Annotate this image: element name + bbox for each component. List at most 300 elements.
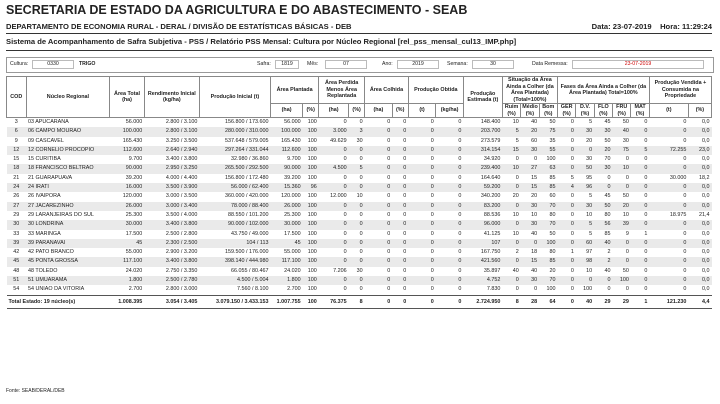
table-cell: 112.600 xyxy=(110,146,144,155)
table-cell: 0 xyxy=(631,257,649,266)
col-nucleo: Núcleo Regional xyxy=(26,77,110,118)
table-cell: 50 xyxy=(549,119,556,125)
table-cell: 100 xyxy=(307,119,317,125)
nucleo-cell: 03 APUCARANA xyxy=(28,119,69,125)
table-cell: 1.800 xyxy=(110,276,144,285)
table-cell: 50 xyxy=(622,267,629,274)
table-cell: 0 xyxy=(683,156,687,163)
table-cell: 0 xyxy=(683,230,687,237)
table-cell: 0,0 xyxy=(688,276,711,285)
nucleo-cell: 15 CURITIBA xyxy=(28,156,61,163)
table-cell: 100 xyxy=(303,257,319,266)
table-cell: 10 xyxy=(622,211,629,218)
table-cell: 85 xyxy=(539,257,557,266)
table-cell: 3.000 / 3.500 xyxy=(165,193,198,200)
table-cell: 100 xyxy=(303,202,319,211)
table-row xyxy=(7,239,712,248)
table-cell: 39.200 xyxy=(125,174,143,181)
table-cell: 20 xyxy=(512,193,519,200)
table-cell: 18.975 xyxy=(669,211,687,218)
table-cell: 20 xyxy=(594,146,612,155)
table-cell: 0 xyxy=(403,267,407,274)
table-cell: 0 xyxy=(319,146,349,155)
nucleo-cell: 45 PONTA GROSSA xyxy=(26,257,110,266)
table-cell: 35.897 xyxy=(483,267,501,274)
total-cell: 1.007.755 xyxy=(271,295,303,308)
table-cell: 0 xyxy=(613,239,631,248)
table-cell: 0 xyxy=(343,156,347,163)
nucleo-cell: 39 PARANAVAI xyxy=(26,239,110,248)
table-cell: 10 xyxy=(613,164,631,173)
sub-ger xyxy=(557,104,575,118)
table-cell: 100 xyxy=(303,220,319,229)
total-cell: 121.230 xyxy=(649,295,688,308)
table-cell: 10 xyxy=(356,193,363,200)
table-cell: 45 xyxy=(7,257,27,266)
table-cell: 21,4 xyxy=(699,211,710,218)
table-cell: 0 xyxy=(557,239,575,248)
sub-ruim xyxy=(502,104,520,118)
table-cell: 0 xyxy=(430,156,434,163)
total-cell: 0 xyxy=(392,295,408,308)
table-cell: 0 xyxy=(649,127,688,136)
table-cell: 0 xyxy=(644,137,648,144)
table-cell: 5 xyxy=(589,230,593,237)
table-cell: 60 xyxy=(549,193,556,200)
table-cell: 30 xyxy=(576,127,594,136)
table-cell: 30.000 xyxy=(669,174,687,181)
cultura-code-field[interactable]: 0330 xyxy=(32,60,74,69)
table-cell: 30 xyxy=(356,267,363,274)
total-label: Total Estado: 19 núcleo(s) xyxy=(7,295,110,308)
table-cell: 104 / 113 xyxy=(199,239,270,248)
table-cell: 66.055 / 80.467 xyxy=(231,267,269,274)
table-cell: 100 xyxy=(307,286,317,293)
fru-label: FRU xyxy=(616,104,628,110)
table-cell: 5 xyxy=(631,146,649,155)
divider xyxy=(6,50,712,51)
table-cell: 0 xyxy=(515,174,519,181)
table-cell: 2.800 / 3.100 xyxy=(165,119,198,125)
table-cell: 0,0 xyxy=(688,239,711,248)
col-fases: Fases da Área Ainda a Colher (da Área Plantada) Total=100% xyxy=(557,77,649,104)
table-cell: 45 xyxy=(604,193,611,200)
table-cell: 10 xyxy=(512,119,519,125)
department-line xyxy=(6,22,712,31)
table-cell: 30 xyxy=(521,146,539,155)
table-cell: 0 xyxy=(349,183,365,192)
table-cell: 0 xyxy=(613,183,631,192)
table-cell: 0 xyxy=(430,119,434,125)
table-cell: 0 xyxy=(349,276,365,285)
table-cell: 0,0 xyxy=(688,164,711,173)
sub-t: (t) xyxy=(408,104,436,118)
table-cell: 18,2 xyxy=(699,174,710,181)
table-cell: 0 xyxy=(570,211,574,218)
table-cell: 0 xyxy=(683,267,687,274)
table-cell: 0 xyxy=(387,174,391,181)
table-cell: 12.000 xyxy=(330,193,347,200)
table-cell: 120.000 xyxy=(281,193,301,200)
table-row xyxy=(7,202,712,211)
sub-bom xyxy=(539,104,557,118)
table-row xyxy=(7,164,712,173)
table-cell: 0 xyxy=(644,193,648,200)
total-cell: 64 xyxy=(539,295,557,308)
table-cell: 0 xyxy=(631,127,649,136)
table-row xyxy=(7,155,712,164)
table-cell: 0 xyxy=(408,183,436,192)
mes-label: Mês: xyxy=(307,61,319,67)
nucleo-cell: 27 JACAREZINHO xyxy=(26,202,110,211)
table-cell: 90.000 xyxy=(271,164,303,173)
table-cell: 26 xyxy=(13,193,20,200)
table-cell: 40 xyxy=(604,267,611,274)
table-cell: 75 xyxy=(613,146,631,155)
table-cell: 0 xyxy=(458,211,462,218)
table-cell: 100 xyxy=(303,146,319,155)
col-rendimento: Rendimento Inicial (kg/ha) xyxy=(144,77,199,118)
table-cell: 0 xyxy=(570,119,574,125)
table-cell: 5 xyxy=(349,164,365,173)
table-cell: 27 xyxy=(7,202,27,211)
table-cell: 3.500 / 4.000 xyxy=(165,211,198,218)
nucleo-cell: 24 IRATI xyxy=(26,183,110,192)
table-cell: 45 xyxy=(271,239,303,248)
table-cell: 165.430 xyxy=(281,137,301,144)
table-cell: 1.800 xyxy=(271,276,303,285)
table-cell: 421.560 xyxy=(463,257,502,266)
table-cell: 100 xyxy=(303,127,319,136)
table-cell: 0 xyxy=(436,276,464,285)
table-cell: 0 xyxy=(649,183,688,192)
table-cell: 5 xyxy=(589,193,593,200)
table-cell: 0 xyxy=(502,183,520,192)
table-cell: 0 xyxy=(408,164,436,173)
total-cell: 3.054 / 3.405 xyxy=(144,295,199,308)
table-cell: 50 xyxy=(604,137,611,144)
mat-label: MAT xyxy=(634,104,646,110)
table-row xyxy=(7,183,712,192)
table-cell: 265.500 / 292.500 xyxy=(199,164,270,173)
table-row xyxy=(7,192,712,201)
table-cell: 0 xyxy=(436,220,464,229)
table-cell: 5 xyxy=(576,220,594,229)
table-cell: 0 xyxy=(570,193,574,200)
sub-pct: (%) xyxy=(303,104,319,118)
table-cell: 15 xyxy=(502,146,520,155)
table-cell: 0 xyxy=(408,257,436,266)
table-cell: 2.500 / 2.800 xyxy=(165,230,198,237)
table-cell: 10 xyxy=(512,230,519,237)
table-cell: 0 xyxy=(392,183,408,192)
report-time: Hora: 11:29:24 xyxy=(660,22,712,31)
table-row xyxy=(7,146,712,155)
table-cell: 9.700 xyxy=(128,156,143,163)
col-producao-obtida: Produção Obtida xyxy=(408,77,463,104)
nucleo-cell: 29 LARANJEIRAS DO SUL xyxy=(28,211,94,218)
mes-field[interactable]: 07 xyxy=(325,60,367,69)
table-cell: 40 xyxy=(613,127,631,136)
total-cell: 4,4 xyxy=(688,295,711,308)
sub-kgha: (kg/ha) xyxy=(436,104,464,118)
table-cell: 30 xyxy=(356,137,363,144)
table-cell: 165.430 xyxy=(122,137,143,144)
page-title: SECRETARIA DE ESTADO DA AGRICULTURA E DO ABASTECIMENTO - SEAB xyxy=(6,3,468,17)
table-cell: 0 xyxy=(359,249,363,256)
table-cell: 0 xyxy=(649,220,688,229)
table-cell: 16.000 xyxy=(110,183,144,192)
table-cell: 0 xyxy=(319,220,349,229)
table-cell: 273.579 xyxy=(480,137,501,144)
semana-label: Semana: xyxy=(447,61,468,67)
table-cell: 70 xyxy=(539,202,557,211)
table-cell: 0 xyxy=(631,183,649,192)
table-cell: 0 xyxy=(408,146,436,155)
table-cell: 30 xyxy=(7,220,27,229)
table-cell: 0 xyxy=(576,146,594,155)
table-cell: 107 xyxy=(463,239,502,248)
table-cell: 0,0 xyxy=(688,127,711,136)
table-cell: 0 xyxy=(403,119,407,125)
table-cell: 0 xyxy=(521,239,539,248)
sub-ha: (ha) xyxy=(319,104,349,118)
nucleo-cell: 26 IVAIPORA xyxy=(28,193,61,200)
table-row xyxy=(7,174,712,183)
source-footer: Fonte: SEAB/DERAL/DEB xyxy=(6,388,65,394)
table-cell: 27 xyxy=(521,164,539,173)
table-cell: 29 xyxy=(13,211,20,218)
table-cell: 7.560 / 8.100 xyxy=(237,286,269,293)
total-cell: 76.375 xyxy=(319,295,349,308)
table-cell: 10 xyxy=(531,211,538,218)
table-cell: 10 xyxy=(586,211,593,218)
table-cell: 0 xyxy=(343,174,347,181)
table-cell: 0 xyxy=(458,267,462,274)
table-cell: 0 xyxy=(392,257,408,266)
table-cell: 21 xyxy=(13,174,20,181)
table-cell: 100 xyxy=(307,230,317,237)
table-cell: 2.700 xyxy=(128,286,143,293)
table-cell: 100 xyxy=(307,156,317,163)
table-cell: 0 xyxy=(392,146,408,155)
table-row xyxy=(7,257,712,266)
table-cell: 0 xyxy=(683,137,687,144)
table-row xyxy=(7,118,712,128)
table-cell: 3.250 / 3.500 xyxy=(165,137,198,144)
nucleo-cell: 54 UNIAO DA VITORIA xyxy=(28,286,85,293)
table-cell: 0 xyxy=(365,127,393,136)
table-cell: 0 xyxy=(534,286,538,293)
table-cell: 0 xyxy=(570,156,574,163)
table-cell: 4.500 / 5.004 xyxy=(199,276,270,285)
table-cell: 3.000 / 3.400 xyxy=(144,202,199,211)
col-area-colhida: Área Colhida xyxy=(365,77,409,104)
table-cell: 2.800 / 3.000 xyxy=(165,286,198,293)
table-cell: 0 xyxy=(359,286,363,293)
table-cell: 0 xyxy=(557,127,575,136)
table-cell: 90.000 xyxy=(110,164,144,173)
table-cell: 0 xyxy=(570,230,574,237)
table-cell: 120.000 xyxy=(122,193,143,200)
table-cell: 0 xyxy=(649,202,688,211)
table-cell: 96.000 xyxy=(463,220,502,229)
table-row xyxy=(7,220,712,229)
table-cell: 0 xyxy=(502,257,520,266)
table-cell: 30 xyxy=(521,220,539,229)
table-cell: 0 xyxy=(631,164,649,173)
table-cell: 0 xyxy=(458,156,462,163)
table-cell: 51 xyxy=(7,276,27,285)
table-cell: 2.640 / 2.940 xyxy=(144,146,199,155)
table-cell: 15 xyxy=(531,174,538,181)
table-cell: 0 xyxy=(349,239,365,248)
table-cell: 17.500 xyxy=(125,230,143,237)
table-cell: 100.000 xyxy=(110,127,144,136)
table-cell: 32.980 / 36.860 xyxy=(231,156,269,163)
table-cell: 0,0 xyxy=(702,156,710,163)
table-cell: 0 xyxy=(430,193,434,200)
table-cell: 0 xyxy=(625,156,629,163)
table-cell: 20 xyxy=(521,127,539,136)
table-cell: 4 xyxy=(557,183,575,192)
table-cell: 0 xyxy=(365,276,393,285)
table-cell: 40 xyxy=(531,267,538,274)
table-cell: 18 xyxy=(7,164,27,173)
table-cell: 85 xyxy=(604,230,611,237)
table-cell: 30.000 xyxy=(110,220,144,229)
sub-pct: (%) xyxy=(349,104,365,118)
table-cell: 5 xyxy=(570,174,574,181)
table-cell: 0 xyxy=(515,286,519,293)
pct-label: (%) xyxy=(507,110,516,117)
pct-label: (%) xyxy=(525,110,535,117)
col-area-total: Área Total (ha) xyxy=(110,77,144,118)
table-cell: 0 xyxy=(436,146,464,155)
table-cell: 100 xyxy=(583,286,593,293)
total-cell: 0 xyxy=(436,295,464,308)
table-cell: 0 xyxy=(430,286,434,293)
table-cell: 537.648 / 579.005 xyxy=(225,137,269,144)
nucleo-cell: 09 CASCAVEL xyxy=(28,137,64,144)
table-cell: 15 xyxy=(13,156,20,163)
table-cell: 0 xyxy=(319,276,349,285)
flo-label: FLO xyxy=(597,104,609,110)
table-cell: 0 xyxy=(644,286,648,293)
table-cell: 0 xyxy=(458,230,462,237)
ger-label: GER xyxy=(560,104,573,110)
table-cell: 0 xyxy=(430,267,434,274)
table-cell: 0,0 xyxy=(702,193,710,200)
safra-field[interactable]: 1819 xyxy=(275,60,299,69)
nucleo-cell: 30 LONDRINA xyxy=(26,220,110,229)
table-cell: 0 xyxy=(319,202,349,211)
nucleo-cell: 21 GUARAPUAVA xyxy=(28,174,73,181)
table-cell: 0 xyxy=(557,164,575,173)
table-cell: 0 xyxy=(502,276,520,285)
table-cell: 0 xyxy=(502,239,520,248)
table-cell: 40 xyxy=(531,230,538,237)
filter-bar xyxy=(6,57,714,73)
table-cell: 360.000 / 420.000 xyxy=(225,193,269,200)
total-cell: 100 xyxy=(303,295,319,308)
table-cell: 0 xyxy=(644,119,648,125)
table-cell: 24.020 xyxy=(284,267,301,274)
nucleo-cell: 51 UMUARAMA xyxy=(26,276,110,285)
col-situacao: Situação da Área Ainda a Colher (da Área Plantada) (Total=100%) xyxy=(502,77,557,104)
sub-medio xyxy=(521,104,539,118)
table-cell: 80 xyxy=(604,211,611,218)
table-cell: 0 xyxy=(365,202,393,211)
table-cell: 55 xyxy=(539,146,557,155)
table-cell: 0 xyxy=(430,137,434,144)
total-cell: 0 xyxy=(557,295,575,308)
table-cell: 0,0 xyxy=(688,257,711,266)
table-cell: 5 xyxy=(515,137,519,144)
table-cell: 0 xyxy=(557,220,575,229)
table-cell: 80 xyxy=(549,211,556,218)
table-cell: 100.000 xyxy=(271,127,303,136)
sub-t: (t) xyxy=(649,104,688,118)
table-cell: 4.000 / 4.400 xyxy=(165,174,198,181)
table-cell: 30.000 xyxy=(271,220,303,229)
table-cell: 100 xyxy=(546,286,556,293)
table-cell: 15 xyxy=(521,257,539,266)
table-row xyxy=(7,267,712,276)
table-cell: 0,0 xyxy=(702,230,710,237)
table-cell: 167.750 xyxy=(480,249,501,256)
col-producao-inicial: Produção Inicial (t) xyxy=(199,77,270,118)
table-cell: 0 xyxy=(349,220,365,229)
table-cell: 0,0 xyxy=(702,249,710,256)
table-cell: 9.700 xyxy=(287,156,301,163)
table-cell: 56.000 xyxy=(284,119,301,125)
table-cell: 0 xyxy=(570,286,574,293)
table-cell: 0 xyxy=(502,202,520,211)
table-cell: 0,0 xyxy=(702,267,710,274)
table-cell: 100 xyxy=(307,193,317,200)
table-cell: 0 xyxy=(607,286,611,293)
table-row xyxy=(7,137,712,146)
table-cell: 83.200 xyxy=(463,202,502,211)
pct-label: (%) xyxy=(562,110,571,117)
table-cell: 0 xyxy=(365,257,393,266)
table-cell: 12 xyxy=(7,146,27,155)
table-cell: 0 xyxy=(387,286,391,293)
table-cell: 0 xyxy=(515,156,519,163)
table-cell: 2 xyxy=(607,249,611,256)
col-vendida: Produção Vendida + Consumida na Propriedade xyxy=(649,77,711,104)
table-cell: 85 xyxy=(539,183,557,192)
nucleo-cell: 33 MARINGA xyxy=(28,230,61,237)
ano-field[interactable]: 2019 xyxy=(397,60,439,69)
remessa-field[interactable]: 23-07-2019 xyxy=(572,60,704,69)
table-cell: 5 xyxy=(502,127,520,136)
table-cell: 4.752 xyxy=(463,276,502,285)
semana-field[interactable]: 30 xyxy=(472,60,514,69)
total-cell: 0 xyxy=(365,295,393,308)
table-cell: 80 xyxy=(549,249,556,256)
table-cell: 2.300 / 2.500 xyxy=(144,239,199,248)
table-cell: 30 xyxy=(521,276,539,285)
table-cell: 0 xyxy=(387,249,391,256)
sub-flo xyxy=(594,104,612,118)
table-cell: 15.360 xyxy=(271,183,303,192)
table-cell: 78.000 / 88.400 xyxy=(199,202,270,211)
sub-ha: (ha) xyxy=(365,104,393,118)
table-cell: 0 xyxy=(649,164,688,173)
table-cell: 26.000 xyxy=(271,202,303,211)
